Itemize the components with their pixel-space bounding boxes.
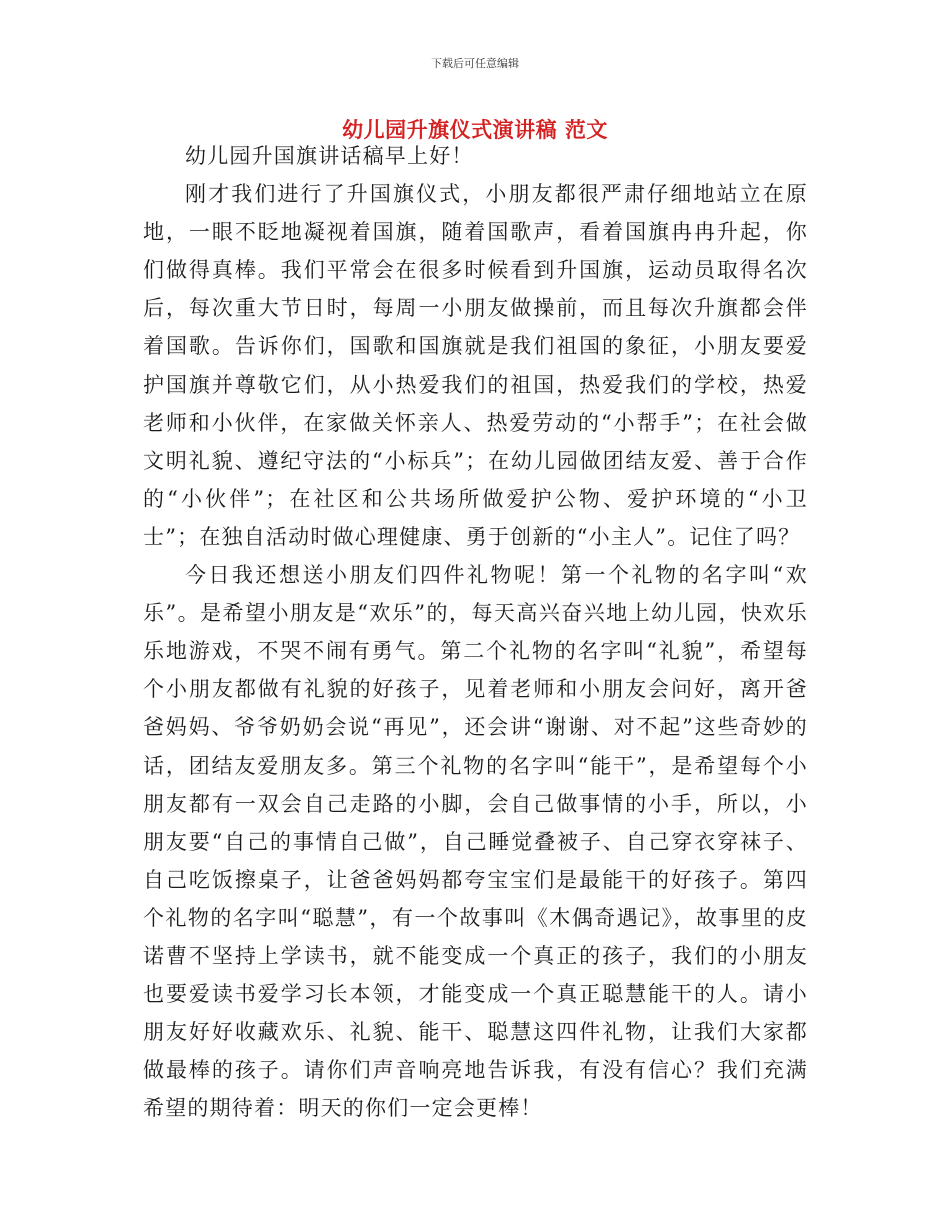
paragraph-greeting: 幼儿园升国旗讲话稿早上好！ bbox=[185, 144, 474, 168]
paragraph-1: 刚才我们进行了升国旗仪式，小朋友都很严肃仔细地站立在原地，一眼不眨地凝视着国旗，随着国歌声，看着国旗冉冉升起，你们做得真棒。我们平常会在很多时候看到升国旗，运动员取得名次后，每次重大节日时，每周一小朋友做操前，而且每次升旗都会伴着国歌。告诉你们，国歌和国旗就是我们祖国的象征，小朋友要爱护国旗并尊敬它们，从小热爱我们的祖国，热爱我们的学校，热爱老师和小伙伴，在家做关怀亲人、热爱劳动的“小帮手”；在社会做文明礼貌、遵纪守法的“小标兵”；在幼儿园做团结友爱、善于合作的“小伙伴”；在社区和公共场所做爱护公物、爱护环境的“小卫士”；在独自活动时做心理健康、勇于创新的“小主人”。记住了吗？ bbox=[143, 182, 808, 549]
document-title: 幼儿园升旗仪式演讲稿 范文 bbox=[342, 118, 608, 142]
header-note: 下载后可任意编辑 bbox=[431, 57, 519, 70]
paragraph-2: 今日我还想送小朋友们四件礼物呢！第一个礼物的名字叫“欢乐”。是希望小朋友是“欢乐”的，每天高兴奋兴地上幼儿园，快欢乐乐地游戏，不哭不闹有勇气。第二个礼物的名字叫“礼貌”，希望每个小朋友都做有礼貌的好孩子，见着老师和小朋友会问好，离开爸爸妈妈、爷爷奶奶会说“再见”，还会讲“谢谢、对不起”这些奇妙的话，团结友爱朋友多。第三个礼物的名字叫“能干”，是希望每个小朋友都有一双会自己走路的小脚，会自己做事情的小手，所以，小朋友要“自己的事情自己做”，自己睡觉叠被子、自己穿衣穿袜子、自己吃饭擦桌子，让爸爸妈妈都夸宝宝们是最能干的好孩子。第四个礼物的名字叫“聪慧”，有一个故事叫《木偶奇遇记》，故事里的皮诺曹不坚持上学读书，就不能变成一个真正的孩子，我们的小朋友也要爱读书爱学习长本领，才能变成一个真正聪慧能干的人。请小朋友好好收藏欢乐、礼貌、能干、聪慧这四件礼物，让我们大家都做最棒的孩子。请你们声音响亮地告诉我，有没有信心？我们充满希望的期待着：明天的你们一定会更棒！ bbox=[143, 563, 808, 1121]
document-body bbox=[143, 137, 808, 1127]
